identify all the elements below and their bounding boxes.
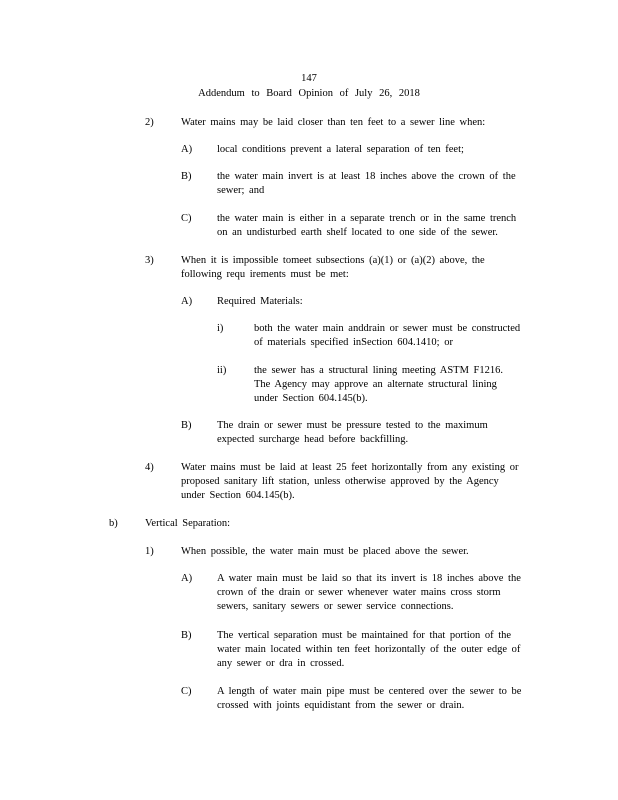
item-label: B) (181, 171, 192, 182)
item-text: Water mains must be laid at least 25 feet horizontally from any existing or proposed sanitary lift station, unless otherwise approved by the Agency under Section 604.145(b). (181, 462, 519, 501)
item-text: the sewer has a structural lining meeting ASTM F1216. The Agency may approve an alternate structural lining under Section 604.145(b). (254, 365, 504, 404)
item-label: A) (181, 144, 193, 155)
item-label: A) (181, 296, 193, 307)
item-label: A) (181, 573, 193, 584)
item-text: the water main invert is at least 18 inches above the crown of the sewer; and (217, 171, 516, 196)
item-text: A length of water main pipe must be centered over the sewer to be crossed with joints equidistant from the sewer or drain. (217, 686, 522, 711)
item-label: 4) (145, 462, 154, 473)
item-label: B) (181, 420, 192, 431)
item-label: C) (181, 213, 192, 224)
item-text: the water main is either in a separate trench or in the same trench on an undisturbed earth shelf located to one side of the sewer. (217, 213, 517, 238)
item-text: local conditions prevent a lateral separation of ten feet; (217, 144, 464, 155)
item-text: Required Materials: (217, 296, 303, 307)
item-label: 3) (145, 255, 154, 266)
item-label: ii) (217, 365, 227, 376)
item-text: The vertical separation must be maintained for that portion of the water main located within ten feet horizontally of the outer edge of any sewer or dra in crossed. (217, 630, 521, 669)
item-label: B) (181, 630, 192, 641)
item-text: The drain or sewer must be pressure tested to the maximum expected surcharge head before backfilling. (217, 420, 488, 445)
item-text: When it is impossible tomeet subsections (a)(1) or (a)(2) above, the following requ irements must be met: (181, 255, 485, 280)
item-label: C) (181, 686, 192, 697)
item-text: Vertical Separation: (145, 518, 231, 529)
item-label: i) (217, 323, 224, 334)
item-label: 1) (145, 546, 154, 557)
item-label: 2) (145, 117, 154, 128)
item-text: Water mains may be laid closer than ten feet to a sewer line when: (181, 117, 486, 128)
item-label: b) (109, 518, 118, 529)
page-subtitle: Addendum to Board Opinion of July 26, 2018 (198, 88, 420, 99)
item-text: A water main must be laid so that its invert is 18 inches above the crown of the drain or sewer whenever water mains cross storm sewers, sanitary sewers or sewer service connections. (217, 573, 521, 612)
item-text: both the water main anddrain or sewer must be constructed of materials specified inSection 604.1410; or (254, 323, 521, 348)
item-text: When possible, the water main must be placed above the sewer. (181, 546, 469, 557)
page-number: 147 (301, 73, 317, 84)
